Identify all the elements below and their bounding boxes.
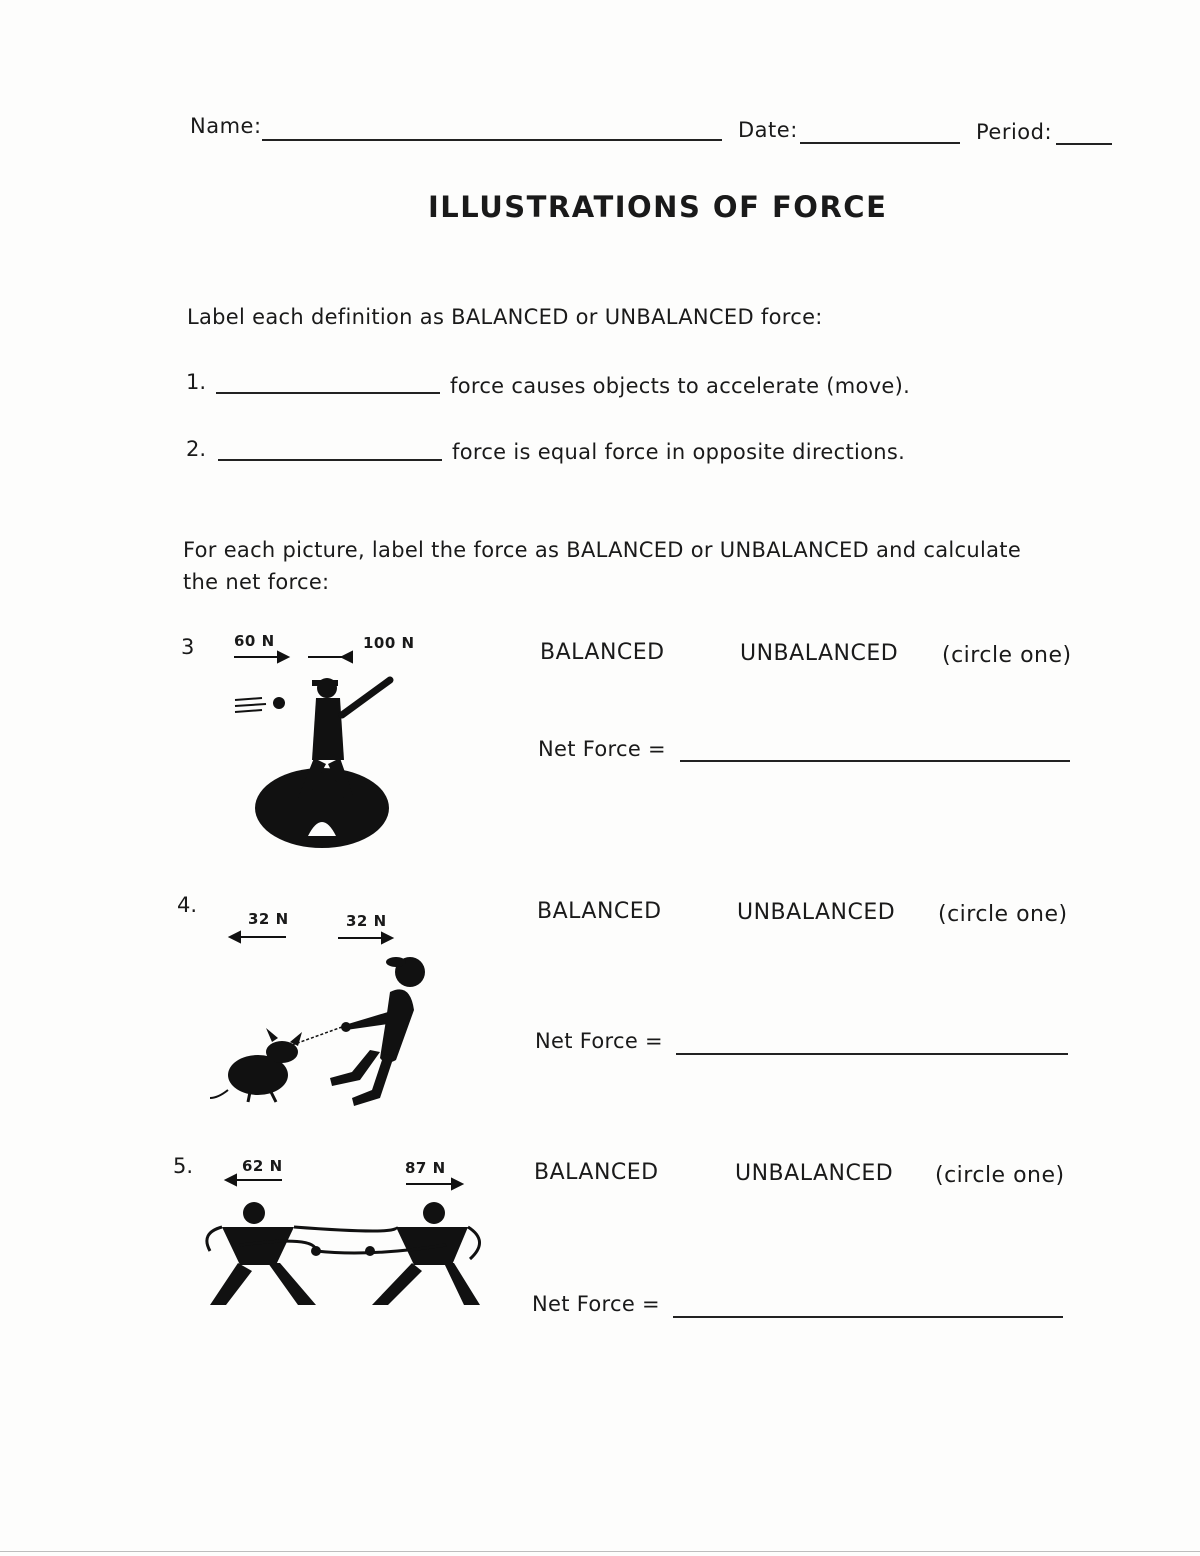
problem-4-option-unbalanced[interactable]: UNBALANCED	[737, 900, 896, 925]
item2-number: 2.	[186, 437, 207, 461]
period-label: Period:	[976, 120, 1053, 144]
problem-3-net-force-blank[interactable]	[680, 760, 1070, 762]
period-field[interactable]	[1056, 143, 1112, 145]
problem-4-option-balanced[interactable]: BALANCED	[537, 899, 662, 924]
tug-of-war-illustration	[200, 1165, 490, 1320]
left-arrow-icon	[226, 1175, 282, 1185]
right-arrow-icon	[406, 1179, 462, 1189]
problem-5-option-balanced[interactable]: BALANCED	[534, 1160, 659, 1185]
item1-answer-blank[interactable]	[216, 392, 440, 394]
left-arrow-icon	[308, 652, 352, 662]
problem-3-circle-one: (circle one)	[942, 643, 1072, 668]
date-field[interactable]	[800, 142, 960, 144]
baseball-batter-illustration	[180, 640, 420, 855]
problem-5-left-force: 62 N	[242, 1157, 283, 1175]
problem-5-net-force-label: Net Force =	[532, 1292, 660, 1316]
name-label: Name:	[190, 114, 262, 138]
problem-5-right-force: 87 N	[405, 1159, 446, 1177]
page-edge-divider	[0, 1551, 1200, 1552]
section1-instruction: Label each definition as BALANCED or UNBALANCED force:	[187, 305, 823, 329]
problem-4-right-force: 32 N	[346, 912, 387, 930]
problem-4-net-force-label: Net Force =	[535, 1029, 663, 1053]
problem-3-right-force: 100 N	[363, 634, 415, 652]
date-label: Date:	[738, 118, 798, 142]
item2-answer-blank[interactable]	[218, 459, 442, 461]
problem-5-option-unbalanced[interactable]: UNBALANCED	[735, 1161, 894, 1186]
item1-number: 1.	[186, 370, 207, 394]
problem-3-net-force-label: Net Force =	[538, 737, 666, 761]
problem-3-number: 3	[181, 635, 195, 659]
section2-instruction-line1: For each picture, label the force as BALANCED or UNBALANCED and calculate	[183, 538, 1022, 562]
right-arrow-icon	[234, 652, 288, 662]
name-field[interactable]	[262, 139, 722, 141]
item2-text: force is equal force in opposite directions.	[452, 440, 906, 464]
problem-3-option-unbalanced[interactable]: UNBALANCED	[740, 641, 899, 666]
problem-4-number: 4.	[177, 893, 198, 917]
problem-4-left-force: 32 N	[248, 910, 289, 928]
problem-4-net-force-blank[interactable]	[676, 1053, 1068, 1055]
page-title: ILLUSTRATIONS OF FORCE	[428, 190, 888, 224]
problem-5-net-force-blank[interactable]	[673, 1316, 1063, 1318]
problem-3-option-balanced[interactable]: BALANCED	[540, 640, 665, 665]
problem-3-left-force: 60 N	[234, 632, 275, 650]
section2-instruction-line2: the net force:	[183, 570, 330, 594]
right-arrow-icon	[338, 933, 392, 943]
item1-text: force causes objects to accelerate (move).	[450, 374, 911, 398]
problem-4-circle-one: (circle one)	[938, 902, 1068, 927]
left-arrow-icon	[230, 932, 286, 942]
problem-5-number: 5.	[173, 1154, 194, 1178]
problem-5-circle-one: (circle one)	[935, 1163, 1065, 1188]
dog-tug-illustration	[200, 920, 440, 1115]
